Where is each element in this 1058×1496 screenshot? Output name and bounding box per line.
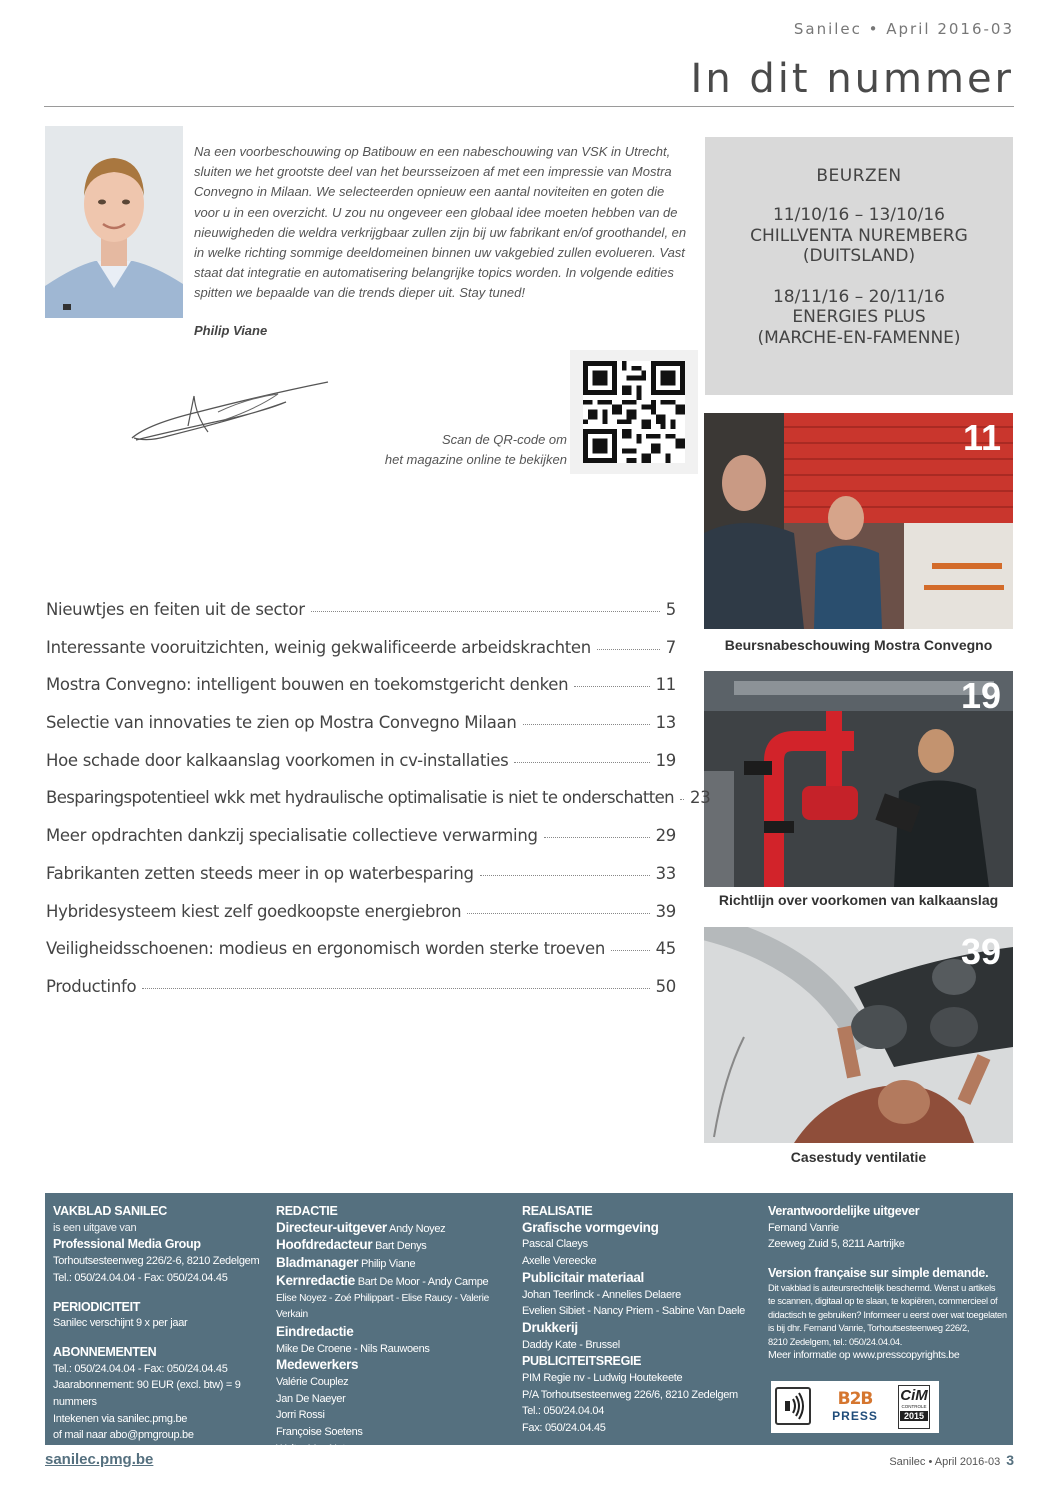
colophon-line: Fernand Vanrie: [768, 1221, 839, 1234]
toc-entry[interactable]: [46, 864, 676, 902]
event-name: CHILLVENTA NUREMBERG: [750, 225, 968, 246]
toc-page: 11: [655, 675, 676, 695]
b2b-press-logo: [831, 1389, 879, 1425]
colophon-role: Publicitair materiaal: [522, 1269, 645, 1285]
colophon-line: didactisch te gebruiken? Informeer u eerst over wat toegelaten: [768, 1309, 1007, 1320]
colophon-production: [522, 1203, 762, 1437]
toc-leader: [311, 611, 660, 612]
colophon-line: Walter Van Noten: [276, 1442, 357, 1455]
toc-leader: [514, 762, 649, 763]
colophon-role: Bladmanager: [276, 1255, 359, 1271]
page-number: 3: [1006, 1452, 1014, 1468]
feature-photo-trade-fair[interactable]: [704, 413, 1013, 629]
event-dates: 11/10/16 – 13/10/16: [772, 205, 945, 225]
event-place: (DUITSLAND): [802, 246, 916, 266]
page-title: In dit nummer: [690, 56, 1014, 102]
colophon-line: Tel.: 050/24.04.04 - Fax: 050/24.04.45: [53, 1271, 228, 1284]
website-link[interactable]: sanilec.pmg.be: [45, 1451, 154, 1468]
colophon-editorial: [276, 1203, 516, 1458]
qr-code-graphic: [583, 361, 685, 463]
toc-title: Veiligheidsschoenen: modieus en ergonomisch worden sterke troeven: [46, 939, 605, 959]
toc-title: Besparingspotentieel wkk met hydraulische optimalisatie is niet te onderschatten: [46, 788, 674, 808]
toc-entry[interactable]: [46, 939, 676, 977]
colophon-line: Jan De Naeyer: [276, 1392, 346, 1405]
colophon-line: is een uitgave van: [53, 1221, 137, 1234]
editorial-author: Philip Viane: [194, 323, 268, 338]
colophon-role: Kernredactie: [276, 1272, 355, 1288]
event-dates: 18/11/16 – 20/11/16: [772, 286, 945, 307]
colophon-person: Philip Viane: [361, 1258, 416, 1271]
toc-leader: [467, 913, 649, 914]
toc-leader: [523, 724, 650, 725]
logo-text: CONTROLE: [901, 1404, 927, 1409]
colophon-line: Johan Teerlinck - Annelies Delaere: [522, 1288, 681, 1301]
colophon-heading: PERIODICITEIT: [53, 1299, 141, 1314]
colophon-line: Torhoutsesteenweg 226/2-6, 8210 Zedelgem: [53, 1255, 260, 1268]
toc-page: 50: [655, 976, 676, 996]
feature-caption: Casestudy ventilatie: [790, 1149, 927, 1165]
toc-title: Fabrikanten zetten steeds meer in op waterbesparing: [46, 863, 474, 883]
colophon-heading: Version française sur simple demande.: [768, 1266, 989, 1281]
toc-title: Nieuwtjes en feiten uit de sector: [46, 600, 305, 619]
colophon-line: Tel.: 050/24.04.04 - Fax: 050/24.04.45: [53, 1362, 228, 1375]
colophon-heading: PUBLICITEITSREGIE: [522, 1354, 642, 1369]
toc-leader: [680, 799, 684, 800]
cim-logo: [898, 1385, 930, 1429]
colophon-heading: REALISATIE: [522, 1204, 593, 1218]
toc-leader: [142, 988, 649, 989]
partner-logos: [771, 1381, 939, 1433]
colophon-line: Professional Media Group: [53, 1237, 201, 1252]
toc-page: 5: [665, 600, 676, 619]
colophon-role: Directeur-uitgever: [276, 1219, 387, 1235]
toc-title: Mostra Convegno: intelligent bouwen en toekomstgericht denken: [46, 675, 569, 695]
toc-title: Meer opdrachten dankzij specialisatie collectieve verwarming: [46, 826, 538, 846]
qr-caption-line: Scan de QR-code om: [441, 432, 567, 447]
toc-entry[interactable]: [46, 902, 676, 940]
colophon-line: te scannen, digitaal op te slaan, te kopiëren, commercieel of: [768, 1296, 998, 1307]
colophon-person: Andy Noyez: [389, 1222, 446, 1235]
logo-text: PRESS: [832, 1409, 878, 1423]
toc-entry[interactable]: [46, 600, 676, 638]
folio-issue: Sanilec • April 2016-03: [889, 1456, 1001, 1468]
colophon-person: Bart Denys: [375, 1240, 427, 1253]
qr-caption-line: het magazine online te bekijken: [384, 452, 567, 467]
colophon-line: Fax: 050/24.04.45: [522, 1422, 606, 1435]
feature-caption: Beursnabeschouwing Mostra Convegno: [724, 637, 993, 653]
press-copyright-logo: [775, 1387, 811, 1425]
colophon-role: Hoofdredacteur: [276, 1237, 373, 1253]
toc-title: Hoe schade door kalkaanslag voorkomen in cv-installaties: [46, 750, 509, 770]
colophon-person: Bart De Moor - Andy Campe: [357, 1275, 489, 1288]
colophon-line: is bij dhr. Fernand Vanrie, Torhoutsesteenweg 226/2,: [768, 1323, 970, 1334]
toc-page: 45: [655, 939, 676, 959]
colophon-line: Meer informatie op www.presscopyrights.be: [768, 1349, 960, 1362]
feature-caption: Richtlijn over voorkomen van kalkaanslag: [718, 892, 999, 908]
header-divider: [44, 106, 1014, 107]
qr-code[interactable]: [570, 350, 698, 474]
toc-entry[interactable]: [46, 977, 676, 1015]
signature-image: [128, 376, 333, 448]
toc-entry[interactable]: [46, 826, 676, 864]
toc-page: 29: [655, 826, 676, 846]
colophon-line: Pascal Claeys: [522, 1238, 588, 1251]
colophon-heading: ABONNEMENTEN: [53, 1344, 157, 1359]
colophon-publisher: [53, 1203, 268, 1444]
toc-entry[interactable]: [46, 751, 676, 789]
trade-fair-event: [705, 287, 1013, 349]
header-kicker: Sanilec • April 2016-03: [793, 20, 1014, 38]
toc-leader: [544, 837, 650, 838]
colophon-role: Medewerkers: [276, 1357, 359, 1373]
toc-page: 13: [655, 713, 676, 733]
colophon: [45, 1193, 1013, 1455]
logo-text: 2015: [900, 1411, 928, 1421]
toc-page: 23: [690, 788, 711, 808]
feature-page-number: 19: [960, 675, 1001, 716]
colophon-line: Jorri Rossi: [276, 1409, 325, 1422]
toc-page: 19: [655, 750, 676, 770]
event-name: ENERGIES PLUS: [792, 307, 926, 327]
toc-leader: [597, 649, 660, 650]
colophon-line: 8210 Zedelgem, tel.: 050/24.04.04.: [768, 1336, 903, 1347]
toc-title: Hybridesysteem kiest zelf goedkoopste energiebron: [46, 901, 462, 921]
toc-page: 39: [655, 901, 676, 921]
colophon-line: Zeeweg Zuid 5, 8211 Aartrijke: [768, 1238, 905, 1251]
colophon-role: Eindredactie: [276, 1323, 354, 1339]
colophon-role: Drukkerij: [522, 1319, 578, 1335]
trade-fairs-title: BEURZEN: [816, 166, 902, 186]
logo-text: B2B: [837, 1389, 873, 1409]
colophon-line: Jaarabonnement: 90 EUR (excl. btw) = 9 nummers: [53, 1379, 241, 1409]
colophon-line: Dit vakblad is auteursrechtelijk beschermd. Wenst u artikels: [768, 1282, 996, 1293]
colophon-line: Mike De Croene - Nils Rauwoens: [276, 1342, 430, 1355]
colophon-line: Sanilec verschijnt 9 x per jaar: [53, 1317, 188, 1330]
toc-page: 33: [655, 863, 676, 883]
toc-page: 7: [665, 637, 676, 657]
colophon-line: Daddy Kate - Brussel: [522, 1338, 620, 1351]
feature-photo-installation[interactable]: [704, 671, 1013, 887]
colophon-line: Evelien Sibiet - Nancy Priem - Sabine Van Daele: [522, 1305, 745, 1318]
folio: [889, 1452, 1014, 1468]
toc-title: Interessante vooruitzichten, weinig gekwalificeerde arbeidskrachten: [46, 637, 591, 657]
toc-leader: [574, 686, 649, 687]
colophon-responsible: [768, 1203, 1008, 1363]
toc-entry[interactable]: [46, 675, 676, 713]
trade-fair-event: [705, 205, 1013, 267]
colophon-line: P/A Torhoutsesteenweg 226/6, 8210 Zedelgem: [522, 1388, 738, 1401]
feature-photo-ventilation[interactable]: [704, 927, 1013, 1143]
colophon-line: Elise Noyez - Zoé Philippart - Elise Raucy - Valerie Verkain: [276, 1292, 489, 1321]
table-of-contents: [46, 600, 711, 1015]
colophon-heading: Verantwoordelijke uitgever: [768, 1204, 920, 1218]
editor-portrait: [45, 126, 183, 318]
colophon-role: Grafische vormgeving: [522, 1219, 659, 1235]
toc-title: Productinfo: [46, 976, 137, 996]
feature-page-number: 11: [962, 417, 1001, 458]
event-place: (MARCHE-EN-FAMENNE): [757, 327, 961, 348]
colophon-line: Axelle Vereecke: [522, 1255, 597, 1268]
feature-page-number: 39: [960, 931, 1001, 972]
colophon-line: Tel.: 050/24.04.04: [522, 1405, 605, 1418]
toc-entry[interactable]: [46, 713, 676, 751]
qr-caption: [330, 430, 567, 470]
toc-entry[interactable]: [46, 788, 711, 826]
toc-title: Selectie van innovaties te zien op Mostra Convegno Milaan: [46, 713, 517, 733]
trade-fairs-box: [705, 137, 1013, 395]
toc-entry[interactable]: [46, 638, 676, 676]
colophon-line: of mail naar abo@pmgroup.be: [53, 1429, 194, 1442]
colophon-line: PIM Regie nv - Ludwig Houtekeete: [522, 1372, 683, 1385]
colophon-line: Intekenen via sanilec.pmg.be: [53, 1412, 188, 1425]
toc-leader: [611, 950, 650, 951]
logo-text: CiM: [900, 1387, 928, 1404]
toc-leader: [480, 875, 650, 876]
colophon-heading: REDACTIE: [276, 1204, 338, 1218]
colophon-line: Françoise Soetens: [276, 1426, 363, 1439]
editorial-text: Na een voorbeschouwing op Batibouw en een nabeschouwing van VSK in Utrecht, sluiten we het grootste deel van het beursseizoen af met een impressie van Mostra Convegno in Milaan. We selecteerden opnieuw een aantal noviteiten en goten die voor u in een overzicht. U zou nu ongeveer een globaal idee moeten hebben van de nieuwigheden die weldra verkrijgbaar zullen zijn bij uw fabrikant en/of groothandel, en in welke richting sommige deeldomeinen binnen uw vakgebied zullen evolueren. Vast staat dat integratie en automatisering belangrijke topics worden. In volgende edities spitten we bepaalde van die trends dieper uit. Stay tuned!: [194, 144, 687, 301]
signal-icon: [777, 1389, 809, 1423]
colophon-line: Valérie Couplez: [276, 1376, 349, 1389]
colophon-heading: VAKBLAD SANILEC: [53, 1204, 168, 1218]
